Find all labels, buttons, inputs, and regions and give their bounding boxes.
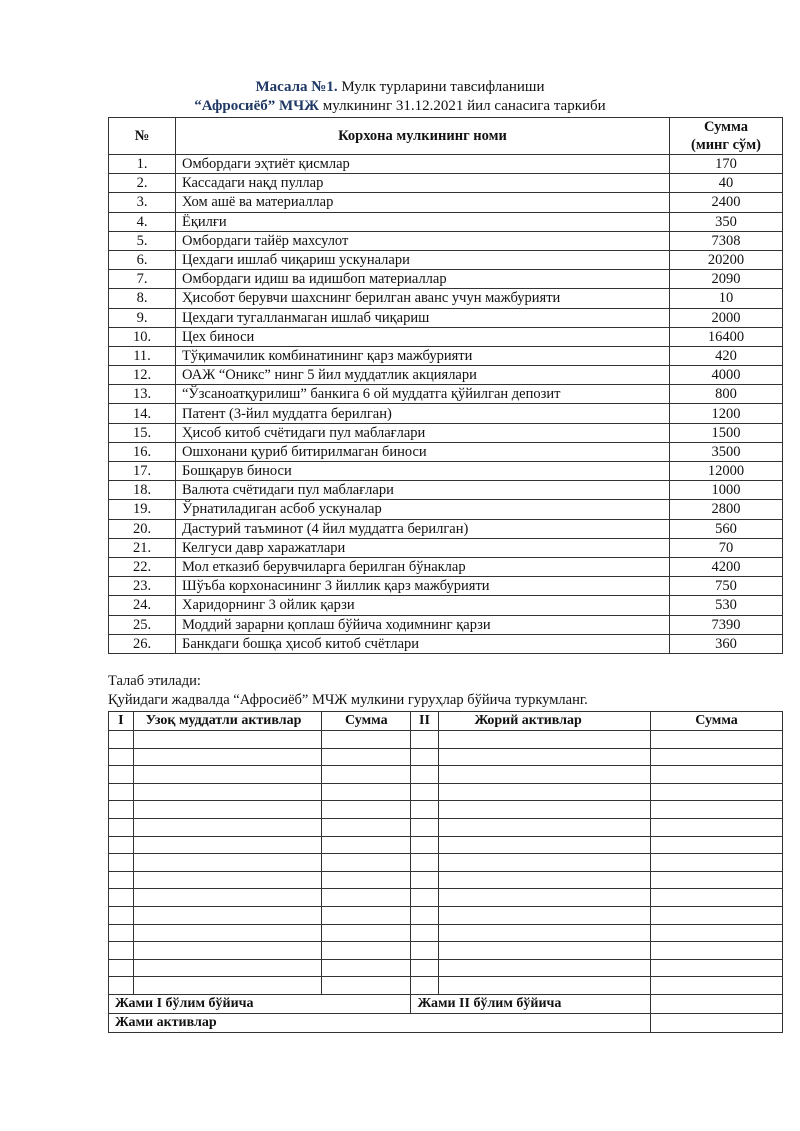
- property-sum: 800: [670, 385, 783, 404]
- sum-1-cell[interactable]: [322, 836, 411, 854]
- total-section-1: Жами I бўлим бўйича: [109, 994, 411, 1013]
- property-sum: 10: [670, 289, 783, 308]
- row-number: 4.: [109, 212, 176, 231]
- section-2-cell[interactable]: [411, 906, 438, 924]
- property-sum: 7308: [670, 231, 783, 250]
- grand-total-row: [109, 1013, 783, 1032]
- current-asset-cell[interactable]: [438, 801, 651, 819]
- section-2-cell[interactable]: [411, 801, 438, 819]
- sum-2-cell[interactable]: [651, 783, 783, 801]
- property-row: [109, 346, 783, 365]
- blank-row: [109, 836, 783, 854]
- sum-2-cell[interactable]: [651, 889, 783, 907]
- property-name: Ошхонани қуриб битирилмаган биноси: [176, 442, 670, 461]
- row-number: 6.: [109, 250, 176, 269]
- property-row: [109, 193, 783, 212]
- title-line-2: [0, 98, 800, 115]
- property-sum: 20200: [670, 250, 783, 269]
- sum-2-cell[interactable]: [651, 801, 783, 819]
- section-2-cell[interactable]: [411, 731, 438, 749]
- property-row: [109, 519, 783, 538]
- property-name: Дастурий таъминот (4 йил муддатга берилган): [176, 519, 670, 538]
- header-sum-2: Сумма: [651, 712, 783, 731]
- sum-2-cell[interactable]: [651, 854, 783, 872]
- sum-2-cell[interactable]: [651, 959, 783, 977]
- sum-2-cell[interactable]: [651, 871, 783, 889]
- sum-2-cell[interactable]: [651, 748, 783, 766]
- row-number: 14.: [109, 404, 176, 423]
- section-1-cell[interactable]: [109, 836, 134, 854]
- blank-row: [109, 766, 783, 784]
- current-asset-cell[interactable]: [438, 854, 651, 872]
- property-name: Моддий зарарни қоплаш бўйича ходимнинг қарзи: [176, 615, 670, 634]
- classification-table: [108, 711, 783, 1033]
- property-name: Цех биноси: [176, 327, 670, 346]
- sum-2-cell[interactable]: [651, 836, 783, 854]
- blank-row: [109, 731, 783, 749]
- property-name: Ёқилғи: [176, 212, 670, 231]
- property-table: [108, 117, 783, 654]
- sum-1-cell[interactable]: [322, 748, 411, 766]
- section-totals-row: [109, 994, 783, 1013]
- sum-1-cell[interactable]: [322, 942, 411, 960]
- property-sum: 350: [670, 212, 783, 231]
- sum-1-cell[interactable]: [322, 818, 411, 836]
- property-row: [109, 174, 783, 193]
- row-number: 1.: [109, 155, 176, 174]
- section-2-cell[interactable]: [411, 818, 438, 836]
- blank-row: [109, 783, 783, 801]
- blank-row: [109, 818, 783, 836]
- property-sum: 2400: [670, 193, 783, 212]
- property-sum: 420: [670, 346, 783, 365]
- requirement-text: Қуйидаги жадвалда “Афросиёб” МЧЖ мулкини гуруҳлар бўйича туркумланг.: [108, 692, 588, 708]
- property-name: Банкдаги бошқа ҳисоб китоб счётлари: [176, 634, 670, 653]
- section-2-cell[interactable]: [411, 836, 438, 854]
- property-name: Омбордаги эҳтиёт қисмлар: [176, 155, 670, 174]
- row-number: 12.: [109, 366, 176, 385]
- total-section-2-sum[interactable]: [651, 994, 783, 1013]
- property-row: [109, 385, 783, 404]
- section-1-cell[interactable]: [109, 783, 134, 801]
- property-name: ОАЖ “Оникс” нинг 5 йил муддатлик акциялари: [176, 366, 670, 385]
- section-2-cell[interactable]: [411, 889, 438, 907]
- blank-row: [109, 977, 783, 995]
- current-asset-cell[interactable]: [438, 959, 651, 977]
- section-2-cell[interactable]: [411, 959, 438, 977]
- sum-2-cell[interactable]: [651, 766, 783, 784]
- property-sum: 1500: [670, 423, 783, 442]
- property-row: [109, 462, 783, 481]
- row-number: 26.: [109, 634, 176, 653]
- header-section-2: II: [411, 712, 438, 731]
- header-sum-1: Сумма: [322, 712, 411, 731]
- row-number: 5.: [109, 231, 176, 250]
- sum-1-cell[interactable]: [322, 783, 411, 801]
- header-sum-line1: Сумма: [703, 119, 749, 135]
- property-row: [109, 423, 783, 442]
- section-2-cell[interactable]: [411, 942, 438, 960]
- longterm-asset-cell[interactable]: [133, 854, 322, 872]
- section-2-cell[interactable]: [411, 783, 438, 801]
- blank-row: [109, 889, 783, 907]
- property-sum: 16400: [670, 327, 783, 346]
- longterm-asset-cell[interactable]: [133, 766, 322, 784]
- property-name: “Ўзсаноатқурилиш” банкига 6 ой муддатга қўйилган депозит: [176, 385, 670, 404]
- longterm-asset-cell[interactable]: [133, 977, 322, 995]
- property-row: [109, 500, 783, 519]
- longterm-asset-cell[interactable]: [133, 906, 322, 924]
- property-row: [109, 155, 783, 174]
- grand-total-sum[interactable]: [651, 1013, 783, 1032]
- current-asset-cell[interactable]: [438, 818, 651, 836]
- section-1-cell[interactable]: [109, 959, 134, 977]
- row-number: 16.: [109, 442, 176, 461]
- sum-1-cell[interactable]: [322, 977, 411, 995]
- requirement-label: Талаб этилади:: [108, 673, 201, 689]
- section-1-cell[interactable]: [109, 871, 134, 889]
- current-asset-cell[interactable]: [438, 783, 651, 801]
- property-name: Мол етказиб берувчиларга берилган бўнаклар: [176, 557, 670, 576]
- property-name: Патент (3-йил муддатга берилган): [176, 404, 670, 423]
- header-property-name: Корхона мулкининг номи: [176, 118, 670, 155]
- sum-1-cell[interactable]: [322, 906, 411, 924]
- row-number: 15.: [109, 423, 176, 442]
- property-name: Ҳисоб китоб счётидаги пул маблағлари: [176, 423, 670, 442]
- row-number: 20.: [109, 519, 176, 538]
- row-number: 25.: [109, 615, 176, 634]
- property-sum: 360: [670, 634, 783, 653]
- property-table-header: [109, 118, 783, 155]
- property-name: Омбордаги идиш ва идишбоп материаллар: [176, 270, 670, 289]
- property-name: Валюта счётидаги пул маблағлари: [176, 481, 670, 500]
- property-row: [109, 615, 783, 634]
- classification-table-body: [109, 731, 783, 995]
- property-row: [109, 442, 783, 461]
- total-section-2: Жами II бўлим бўйича: [411, 994, 651, 1013]
- property-table-body: [109, 155, 783, 654]
- current-asset-cell[interactable]: [438, 748, 651, 766]
- current-asset-cell[interactable]: [438, 731, 651, 749]
- company-name: “Афросиёб” МЧЖ: [194, 98, 319, 114]
- property-name: Кассадаги нақд пуллар: [176, 174, 670, 193]
- title-line-1: [0, 79, 800, 96]
- header-sum: [670, 118, 783, 155]
- sum-1-cell[interactable]: [322, 801, 411, 819]
- sum-2-cell[interactable]: [651, 731, 783, 749]
- property-name: Шўъба корхонасининг 3 йиллик қарз мажбурияти: [176, 577, 670, 596]
- property-sum: 4000: [670, 366, 783, 385]
- row-number: 22.: [109, 557, 176, 576]
- classification-table-header: [109, 712, 783, 731]
- property-row: [109, 596, 783, 615]
- blank-row: [109, 871, 783, 889]
- property-row: [109, 250, 783, 269]
- property-sum: 750: [670, 577, 783, 596]
- section-2-cell[interactable]: [411, 766, 438, 784]
- title-line-1-text: Мулк турларини тавсифланиши: [337, 79, 545, 95]
- header-number: №: [109, 118, 176, 155]
- longterm-asset-cell[interactable]: [133, 748, 322, 766]
- property-sum: 170: [670, 155, 783, 174]
- row-number: 10.: [109, 327, 176, 346]
- property-sum: 2090: [670, 270, 783, 289]
- longterm-asset-cell[interactable]: [133, 871, 322, 889]
- sum-1-cell[interactable]: [322, 889, 411, 907]
- sum-2-cell[interactable]: [651, 942, 783, 960]
- property-row: [109, 212, 783, 231]
- property-row: [109, 327, 783, 346]
- property-name: Ўрнатиладиган асбоб ускуналар: [176, 500, 670, 519]
- longterm-asset-cell[interactable]: [133, 731, 322, 749]
- section-2-cell[interactable]: [411, 924, 438, 942]
- longterm-asset-cell[interactable]: [133, 924, 322, 942]
- property-sum: 70: [670, 538, 783, 557]
- header-section-1: I: [109, 712, 134, 731]
- row-number: 21.: [109, 538, 176, 557]
- longterm-asset-cell[interactable]: [133, 942, 322, 960]
- section-1-cell[interactable]: [109, 748, 134, 766]
- row-number: 19.: [109, 500, 176, 519]
- longterm-asset-cell[interactable]: [133, 818, 322, 836]
- current-asset-cell[interactable]: [438, 906, 651, 924]
- property-name: Бошқарув биноси: [176, 462, 670, 481]
- property-name: Хом ашё ва материаллар: [176, 193, 670, 212]
- sum-2-cell[interactable]: [651, 818, 783, 836]
- property-sum: 1200: [670, 404, 783, 423]
- section-1-cell[interactable]: [109, 731, 134, 749]
- property-row: [109, 557, 783, 576]
- property-name: Келгуси давр харажатлари: [176, 538, 670, 557]
- property-sum: 4200: [670, 557, 783, 576]
- sum-1-cell[interactable]: [322, 924, 411, 942]
- current-asset-cell[interactable]: [438, 942, 651, 960]
- row-number: 8.: [109, 289, 176, 308]
- sum-1-cell[interactable]: [322, 871, 411, 889]
- grand-total: Жами активлар: [109, 1013, 651, 1032]
- sum-1-cell[interactable]: [322, 766, 411, 784]
- property-sum: 3500: [670, 442, 783, 461]
- section-2-cell[interactable]: [411, 977, 438, 995]
- property-sum: 7390: [670, 615, 783, 634]
- current-asset-cell[interactable]: [438, 871, 651, 889]
- sum-1-cell[interactable]: [322, 731, 411, 749]
- header-longterm-assets: Узоқ муддатли активлар: [133, 712, 322, 731]
- property-name: Харидорнинг 3 ойлик қарзи: [176, 596, 670, 615]
- longterm-asset-cell[interactable]: [133, 836, 322, 854]
- section-1-cell[interactable]: [109, 818, 134, 836]
- blank-row: [109, 801, 783, 819]
- blank-row: [109, 942, 783, 960]
- longterm-asset-cell[interactable]: [133, 783, 322, 801]
- property-sum: 2000: [670, 308, 783, 327]
- property-row: [109, 481, 783, 500]
- row-number: 13.: [109, 385, 176, 404]
- property-name: Тўқимачилик комбинатининг қарз мажбурияти: [176, 346, 670, 365]
- problem-number: Масала №1.: [255, 79, 338, 95]
- property-row: [109, 577, 783, 596]
- section-2-cell[interactable]: [411, 871, 438, 889]
- section-1-cell[interactable]: [109, 942, 134, 960]
- sum-1-cell[interactable]: [322, 959, 411, 977]
- sum-1-cell[interactable]: [322, 854, 411, 872]
- section-1-cell[interactable]: [109, 801, 134, 819]
- current-asset-cell[interactable]: [438, 889, 651, 907]
- property-name: Ҳисобот берувчи шахснинг берилган аванс учун мажбурияти: [176, 289, 670, 308]
- property-sum: 40: [670, 174, 783, 193]
- row-number: 18.: [109, 481, 176, 500]
- property-row: [109, 366, 783, 385]
- sum-2-cell[interactable]: [651, 977, 783, 995]
- property-sum: 560: [670, 519, 783, 538]
- property-row: [109, 634, 783, 653]
- property-sum: 2800: [670, 500, 783, 519]
- header-current-assets: Жорий активлар: [438, 712, 651, 731]
- longterm-asset-cell[interactable]: [133, 959, 322, 977]
- row-number: 3.: [109, 193, 176, 212]
- current-asset-cell[interactable]: [438, 977, 651, 995]
- sum-2-cell[interactable]: [651, 906, 783, 924]
- section-1-cell[interactable]: [109, 766, 134, 784]
- section-1-cell[interactable]: [109, 889, 134, 907]
- property-row: [109, 289, 783, 308]
- blank-row: [109, 959, 783, 977]
- current-asset-cell[interactable]: [438, 924, 651, 942]
- property-sum: 530: [670, 596, 783, 615]
- property-row: [109, 538, 783, 557]
- row-number: 7.: [109, 270, 176, 289]
- property-name: Цехдаги тугалланмаган ишлаб чиқариш: [176, 308, 670, 327]
- property-sum: 12000: [670, 462, 783, 481]
- property-row: [109, 270, 783, 289]
- property-name: Цехдаги ишлаб чиқариш ускуналари: [176, 250, 670, 269]
- blank-row: [109, 854, 783, 872]
- property-sum: 1000: [670, 481, 783, 500]
- title-line-2-text: мулкининг 31.12.2021 йил санасига таркиби: [318, 98, 606, 114]
- property-row: [109, 404, 783, 423]
- header-sum-line2: (минг сўм): [690, 137, 761, 153]
- property-name: Омбордаги тайёр махсулот: [176, 231, 670, 250]
- section-2-cell[interactable]: [411, 854, 438, 872]
- row-number: 24.: [109, 596, 176, 615]
- row-number: 17.: [109, 462, 176, 481]
- property-row: [109, 308, 783, 327]
- section-2-cell[interactable]: [411, 748, 438, 766]
- blank-row: [109, 748, 783, 766]
- longterm-asset-cell[interactable]: [133, 801, 322, 819]
- section-1-cell[interactable]: [109, 924, 134, 942]
- property-row: [109, 231, 783, 250]
- blank-row: [109, 924, 783, 942]
- row-number: 11.: [109, 346, 176, 365]
- section-1-cell[interactable]: [109, 906, 134, 924]
- longterm-asset-cell[interactable]: [133, 889, 322, 907]
- row-number: 23.: [109, 577, 176, 596]
- row-number: 9.: [109, 308, 176, 327]
- current-asset-cell[interactable]: [438, 766, 651, 784]
- section-1-cell[interactable]: [109, 977, 134, 995]
- blank-row: [109, 906, 783, 924]
- section-1-cell[interactable]: [109, 854, 134, 872]
- sum-2-cell[interactable]: [651, 924, 783, 942]
- current-asset-cell[interactable]: [438, 836, 651, 854]
- row-number: 2.: [109, 174, 176, 193]
